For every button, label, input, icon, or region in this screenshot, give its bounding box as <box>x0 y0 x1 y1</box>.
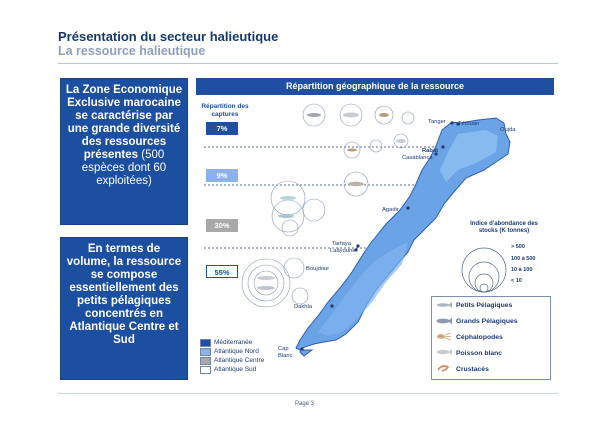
zone-legend-label: Atlantique Sud <box>214 366 257 373</box>
panel-header: Répartition géographique de la ressource <box>196 78 554 95</box>
city-tanger: Tanger <box>428 119 446 125</box>
share-atlantique-nord: 9% <box>206 169 238 182</box>
central-atlantic-fish-cluster <box>271 181 325 236</box>
abundance-label: < 10 <box>511 278 522 284</box>
city-dot <box>356 244 359 247</box>
abundance-title: Indice d'abondance des stocks (K tonnes) <box>470 221 538 234</box>
share-atlantique-centre: 30% <box>206 219 238 232</box>
city-dot <box>450 121 453 124</box>
city-dakhla: Dakhla <box>294 304 313 310</box>
atlantique-nord-swatch <box>200 348 211 356</box>
species-label: Grands Pélagiques <box>456 318 518 325</box>
city-tarfaya: Tarfaya <box>332 241 352 247</box>
zone-legend-row <box>200 338 264 347</box>
city-dot <box>441 145 444 148</box>
city-dot <box>406 206 409 209</box>
zone-legend-label: Méditerranée <box>214 339 253 346</box>
zone-legend-label: Atlantique Nord <box>214 348 259 355</box>
abundance-label: 10 à 100 <box>511 267 533 273</box>
city-cap-blanc: Cap Blanc <box>278 346 293 359</box>
city-agadir: Agadir <box>382 207 399 213</box>
city-dot <box>300 347 303 350</box>
species-label: Céphalopodes <box>456 334 503 341</box>
med-fish-cluster <box>303 104 414 126</box>
footer-divider <box>58 393 558 394</box>
white-fish-icon <box>436 348 452 356</box>
page-number: Page 3 <box>294 401 315 407</box>
species-legend <box>431 296 551 380</box>
share-mediterranee: 7% <box>206 122 238 135</box>
repartition-title: Répartition des captures <box>201 103 249 118</box>
zee-species-count: (500 espèces dont 60 exploitées) <box>81 149 167 187</box>
city-laayoune: Laâyoune <box>330 248 356 254</box>
share-atlantique-sud: 55% <box>206 265 238 278</box>
abundance-scale-circles <box>462 248 506 292</box>
city-oujda: Oujda <box>500 127 516 133</box>
large-fish-icon <box>436 317 452 325</box>
south-atlantic-fish-cluster <box>242 258 308 307</box>
species-label: Petits Pélagiques <box>456 302 513 309</box>
abundance-label: 100 à 500 <box>511 256 536 262</box>
zone-legend-row <box>200 356 264 365</box>
zone-legend-label: Atlantique Centre <box>214 357 265 364</box>
abundance-label: > 500 <box>511 244 525 250</box>
squid-icon <box>436 332 452 341</box>
zone-legend-row <box>200 365 264 374</box>
zone-legend <box>200 338 264 374</box>
title-divider <box>58 63 558 64</box>
city-casablanca: Casablanca <box>402 155 433 161</box>
resource-map-panel <box>196 78 554 382</box>
atlantique-centre-swatch <box>200 357 211 365</box>
volume-box <box>60 237 188 380</box>
shrimp-icon <box>436 364 452 372</box>
city-rabat: Rabat <box>422 148 439 154</box>
city-dot <box>330 304 333 307</box>
zee-diversity-text: La Zone Economique Exclusive marocaine se caractérise par une grande diversité des ressources présentes <box>65 84 183 161</box>
north-atlantic-fish-cluster <box>344 134 408 196</box>
atlantique-sud-swatch <box>200 366 211 374</box>
page-subtitle: La ressource halieutique <box>58 44 206 58</box>
species-label: Poisson blanc <box>456 350 503 357</box>
city-boujdour: Boujdour <box>306 266 330 272</box>
mediterranee-swatch <box>200 339 211 347</box>
species-label: Crustacés <box>456 366 489 373</box>
zone-legend-row <box>200 347 264 356</box>
zee-diversity-box <box>60 78 188 225</box>
city-tetouan: Tétouan <box>458 121 480 127</box>
page-title: Présentation du secteur halieutique <box>58 29 279 44</box>
volume-text: En termes de volume, la ressource se compose essentiellement des petits pélagiques concentrés en Atlantique Centre et Sud <box>66 243 182 346</box>
small-fish-icon <box>436 301 452 309</box>
